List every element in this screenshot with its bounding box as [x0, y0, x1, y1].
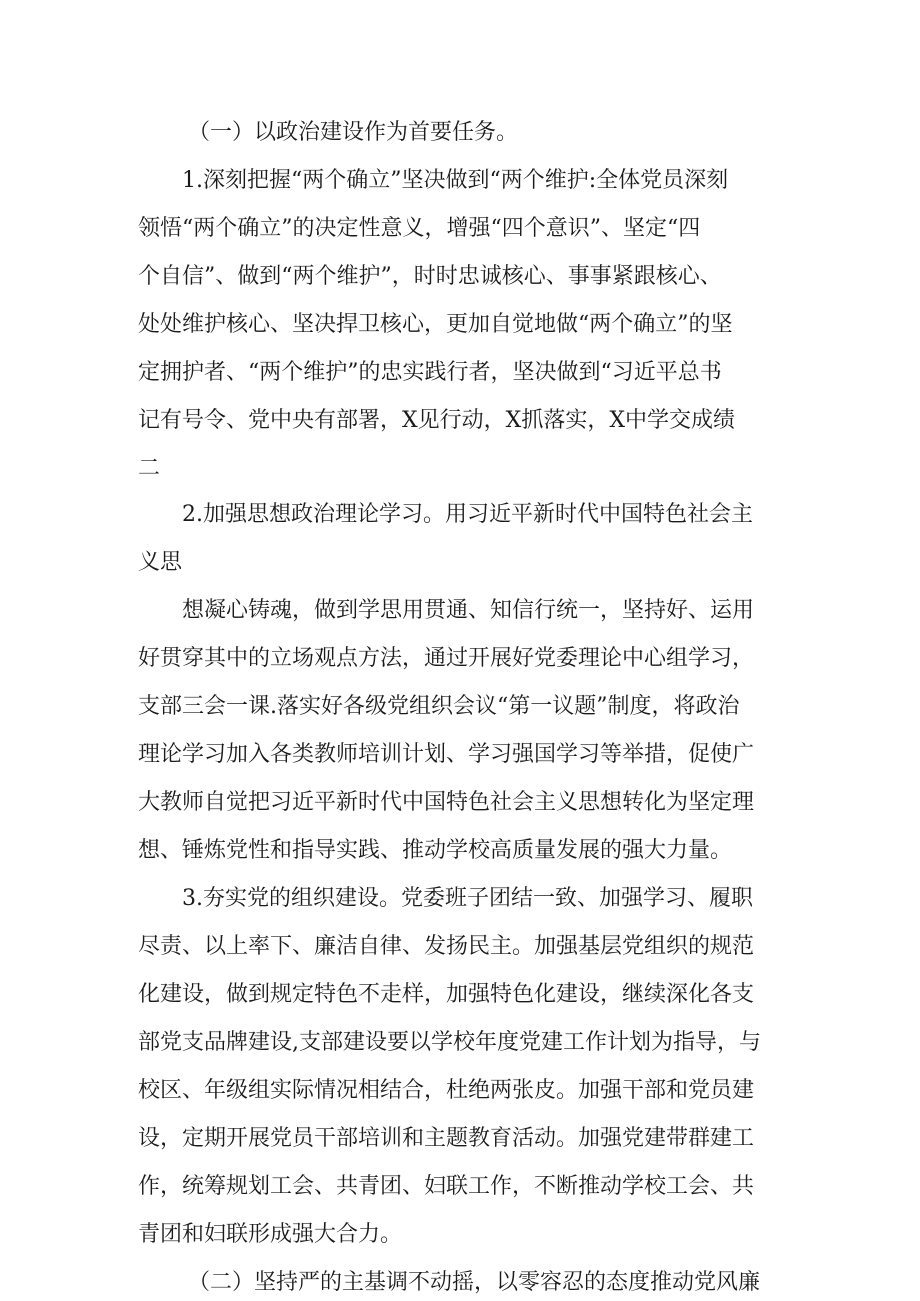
paragraph-line: 处处维护核心、坚决捍卫核心，更加自觉地做“两个确立”的坚	[138, 312, 733, 337]
paragraph-line: 1.深刻把握“两个确立”坚决做到“两个维护:全体党员深刻	[182, 168, 729, 193]
paragraph-line: 个自信”、做到“两个维护”，时时忠诚核心、事事紧跟核心、	[138, 264, 722, 289]
paragraph-line: 义思	[138, 550, 183, 575]
paragraph-line: 设，定期开展党员干部培训和主题教育活动。加强党建带群建工	[138, 1126, 755, 1151]
paragraph-line: 领悟“两个确立”的决定性意义，增强“四个意识”、坚定“四	[138, 216, 701, 241]
paragraph-line: 化建设，做到规定特色不走样，加强特色化建设，继续深化各支	[138, 982, 755, 1007]
paragraph-line: 好贯穿其中的立场观点方法，通过开展好党委理论中心组学习，	[138, 646, 755, 671]
paragraph-line: 校区、年级组实际情况相结合，杜绝两张皮。加强干部和党员建	[138, 1078, 755, 1103]
paragraph-line: 定拥护者、“两个维护”的忠实践行者，坚决做到“习近平总书	[138, 360, 722, 385]
paragraph-line: 记有号令、党中央有部署，X见行动，X抓落实，X中学交成绩	[138, 408, 735, 433]
paragraph-line: 尽责、以上率下、廉洁自律、发扬民主。加强基层党组织的规范	[138, 934, 755, 959]
paragraph-line: 大教师自觉把习近平新时代中国特色社会主义思想转化为坚定理	[138, 790, 755, 815]
paragraph-line: 二	[138, 456, 161, 481]
paragraph-line: 部党支品牌建设,支部建设要以学校年度党建工作计划为指导，与	[138, 1030, 761, 1055]
paragraph-line: 理论学习加入各类教师培训计划、学习强国学习等举措，促使广	[138, 742, 755, 767]
paragraph-line: 想、锤炼党性和指导实践、推动学校高质量发展的强大力量。	[138, 838, 733, 863]
paragraph-line: 支部三会一课.落实好各级党组织会议“第一议题”制度，将政治	[138, 694, 740, 719]
paragraph-line: 2.加强思想政治理论学习。用习近平新时代中国特色社会主	[182, 502, 753, 527]
section-heading-2: （二）坚持严的主基调不动摇，以零容忍的态度推动党风廉	[188, 1270, 761, 1295]
paragraph-line: 想凝心铸魂，做到学思用贯通、知信行统一，坚持好、运用	[182, 598, 755, 623]
paragraph-line: 青团和妇联形成强大合力。	[138, 1222, 403, 1247]
paragraph-line: 3.夯实党的组织建设。党委班子团结一致、加强学习、履职	[182, 886, 753, 911]
paragraph-line: 作，统筹规划工会、共青团、妇联工作，不断推动学校工会、共	[138, 1174, 755, 1199]
section-heading-1: （一）以政治建设作为首要任务。	[188, 120, 519, 145]
